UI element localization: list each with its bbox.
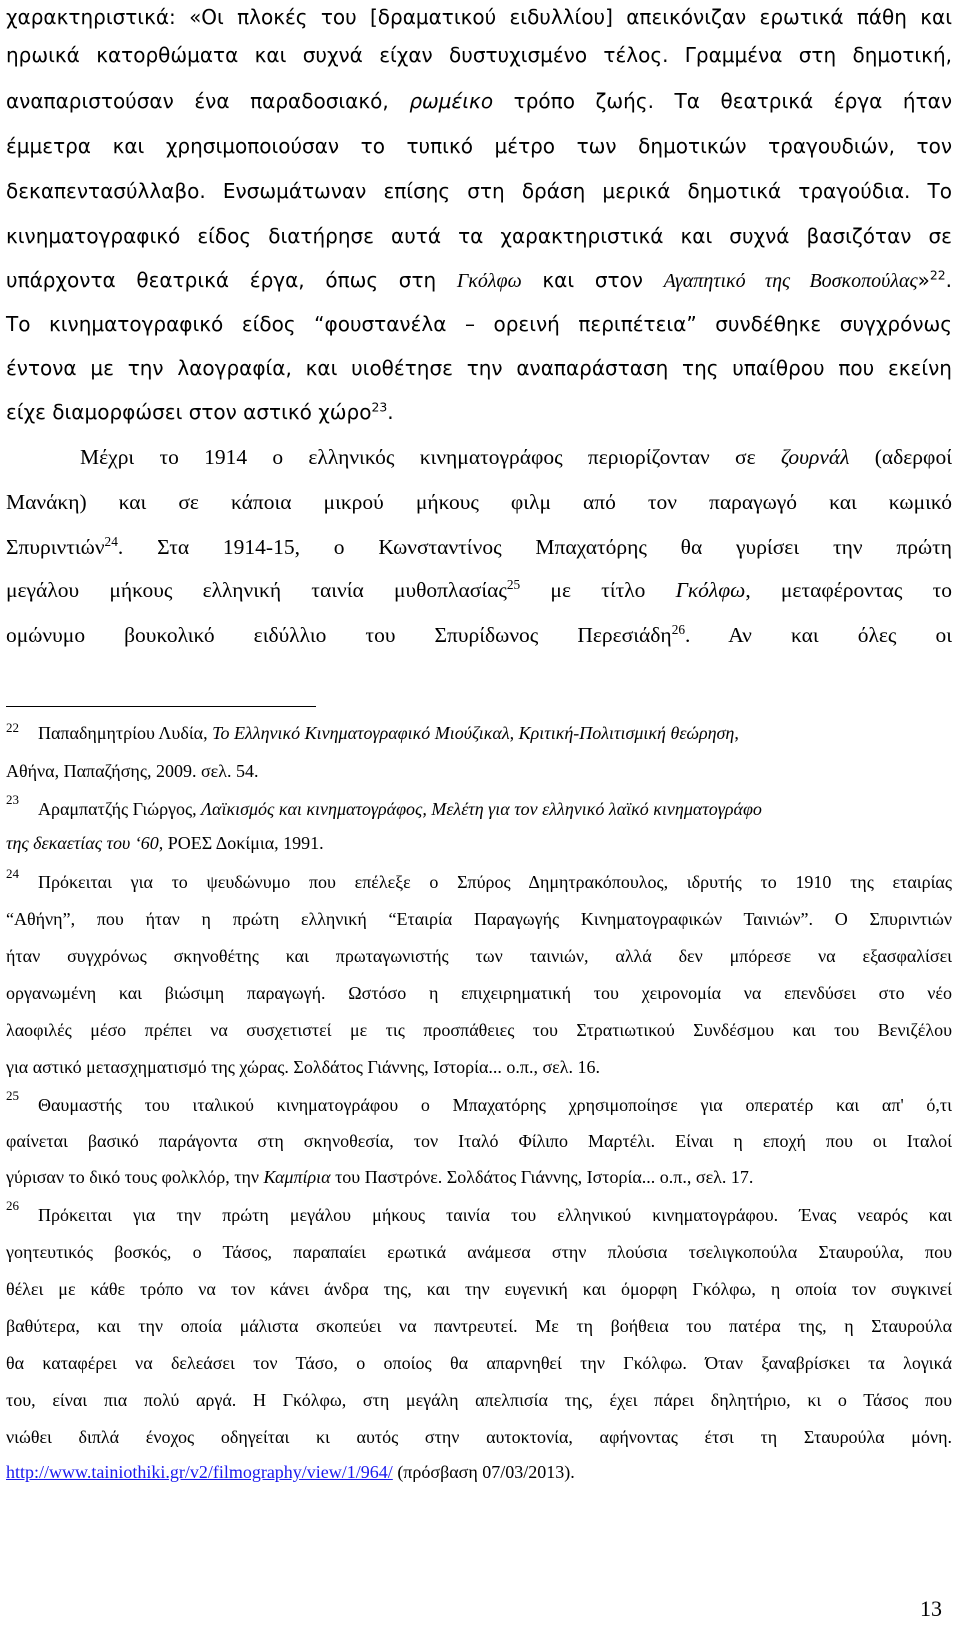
footnote-line: οργανωμένη και βιώσιμη παραγωγή. Ωστόσο η επιχειρηματική του χειρονομία να επενδύσει στο νέο bbox=[6, 983, 952, 1003]
body-line: χαρακτηριστικά: «Οι πλοκές του [δραματικού ειδυλλίου] απεικόνιζαν ερωτικά πάθη και bbox=[6, 5, 952, 29]
footnote-line: Πρόκειται για την πρώτη μεγάλου μήκους ταινία του ελληνικού κινηματογράφου. Ένας νεαρός και bbox=[38, 1205, 952, 1225]
footnote-line: του, είναι πια πολύ αργά. Η Γκόλφω, στη μεγάλη απελπισία της, έχει πάρει δηλητήριο, κι ο Τάσος που bbox=[6, 1390, 952, 1410]
footnote-line: Αθήνα, Παπαζήσης, 2009. σελ. 54. bbox=[6, 761, 259, 781]
body-line: αναπαριστούσαν ένα παραδοσιακό, ρωμέικο τρόπο ζωής. Τα θεατρικά έργα ήταν bbox=[6, 89, 952, 113]
footnote-line: Θαυμαστής του ιταλικού κινηματογράφου ο Μπαχατόρης χρησιμοποίησε για οπερατέρ και απ' ό,τι bbox=[38, 1095, 952, 1115]
footnote-line: γοητευτικός βοσκός, ο Τάσος, παραπαίει ερωτικά ανάμεσα στην πλούσια τσελιγκοπούλα Σταυρούλα, που bbox=[6, 1242, 952, 1262]
footnote-line: ήταν συγχρόνως σκηνοθέτης και πρωταγωνιστής των ταινιών, αλλά δεν μπόρεσε να εξασφαλίσει bbox=[6, 946, 952, 966]
footnote-line: βαθύτερα, και την οποία μάλιστα σκοπεύει να παντρευτεί. Με τη βοήθεια του πατέρα της, η Σταυρούλα bbox=[6, 1316, 952, 1336]
body-line: Το κινηματογραφικό είδος “φουστανέλα – ορεινή περιπέτεια” συνδέθηκε συγχρόνως bbox=[6, 312, 952, 336]
body-line: μεγάλου μήκους ελληνική ταινία μυθοπλασίας$^{25}$ με τίτλο Γκόλφω, μεταφέροντας το bbox=[6, 576, 952, 602]
body-line: κινηματογραφικό είδος διατήρησε αυτά τα χαρακτηριστικά και συχνά βασιζόταν σε bbox=[6, 224, 952, 248]
body-line: δεκαπεντασύλλαβο. Ενσωμάτωναν επίσης στη δράση μερικά δημοτικά τραγούδια. Το bbox=[6, 179, 952, 203]
footnote-number: 24 bbox=[6, 866, 19, 881]
footnote-line: Πρόκειται για το ψευδώνυμο που επέλεξε ο Σπύρος Δημητρακόπουλος, ιδρυτής το 1910 της εταιρίας bbox=[38, 872, 952, 892]
footnote-line: θα καταφέρει να δελεάσει τον Τάσο, ο οποίος θα απαρνηθεί την Γκόλφω. Όταν ξαναβρίσκει τα λογικά bbox=[6, 1353, 952, 1373]
footnote-line: φαίνεται βασικό παράγοντα στη σκηνοθεσία, τον Ιταλό Φίλιπο Μαρτέλι. Είναι η εποχή που οι Ιταλοί bbox=[6, 1131, 952, 1151]
body-line: είχε διαμορφώσει στον αστικό χώρο$^{23}$. bbox=[6, 399, 394, 424]
footnote-separator bbox=[6, 706, 316, 707]
body-line: υπάρχοντα θεατρικά έργα, όπως στη Γκόλφω και στον Αγαπητικό της Βοσκοπούλας»$^{22}$. bbox=[6, 267, 952, 292]
footnote-number: 23 bbox=[6, 792, 19, 807]
body-line: ομώνυμο βουκολικό ειδύλλιο του Σπυρίδωνος Περεσιάδη$^{26}$. Αν και όλες οι bbox=[6, 621, 952, 647]
film-link[interactable]: http://www.tainiothiki.gr/v2/filmography/view/1/964/ bbox=[6, 1462, 393, 1482]
footnote-line: της δεκαετίας του ‘60, ΡΟΕΣ Δοκίμια, 1991. bbox=[6, 833, 324, 853]
footnote-line: για αστικό μετασχηματισμό της χώρας. Σολδάτος Γιάννης, Ιστορία... ο.π., σελ. 16. bbox=[6, 1057, 600, 1077]
body-line: Σπυριντιών$^{24}$. Στα 1914-15, ο Κωνσταντίνος Μπαχατόρης θα γυρίσει την πρώτη bbox=[6, 533, 952, 559]
footnote-line: λαοφιλές μέσο πρέπει να συσχετιστεί με τις προσπάθειες του Στρατιωτικού Συνδέσμου και του Βενιζέλου bbox=[6, 1020, 952, 1040]
body-line: Μέχρι το 1914 ο ελληνικός κινηματογράφος περιορίζονταν σε ζουρνάλ (αδερφοί bbox=[80, 445, 952, 469]
page-number: 13 bbox=[920, 1596, 942, 1621]
body-line: έντονα με την λαογραφία, και υιοθέτησε την αναπαράσταση της υπαίθρου που εκείνη bbox=[6, 356, 952, 380]
footnote-line: νιώθει διπλά ένοχος οδηγείται κι αυτός στην αυτοκτονία, αφήνοντας έτσι τη Σταυρούλα μόνη. bbox=[6, 1427, 952, 1447]
footnote-line: Παπαδημητρίου Λυδία, Το Ελληνικό Κινηματογραφικό Μιούζικαλ, Κριτική-Πολιτισμική θεώρηση, bbox=[38, 723, 739, 743]
footnote-line: “Αθήνη”, που ήταν η πρώτη ελληνική “Εταιρία Παραγωγής Κινηματογραφικών Ταινιών”. Ο Σπυριντιών bbox=[6, 909, 952, 929]
body-line: έμμετρα και χρησιμοποιούσαν το τυπικό μέτρο των δημοτικών τραγουδιών, τον bbox=[6, 134, 952, 158]
footnote-number: 26 bbox=[6, 1198, 19, 1213]
footnote-line: γύρισαν το δικό τους φολκλόρ, την Καμπίρια του Παστρόνε. Σολδάτος Γιάννης, Ιστορία... ο.π., σελ. 17. bbox=[6, 1167, 754, 1187]
footnote-line: θέλει με κάθε τρόπο να τον κάνει άνδρα της, και την ευγενική και όμορφη Γκόλφω, η οποία τον συγκινεί bbox=[6, 1279, 952, 1299]
body-line: Μανάκη) και σε κάποια μικρού μήκους φιλμ από τον παραγωγό και κωμικό bbox=[6, 490, 952, 514]
footnote-line: http://www.tainiothiki.gr/v2/filmography/view/1/964/ (πρόσβαση 07/03/2013). bbox=[6, 1462, 575, 1482]
footnote-line: Αραμπατζής Γιώργος, Λαϊκισμός και κινηματογράφος, Μελέτη για τον ελληνικό λαϊκό κινηματογράφο bbox=[38, 799, 762, 819]
body-line: ηρωικά κατορθώματα και συχνά είχαν δυστυχισμένο τέλος. Γραμμένα στη δημοτική, bbox=[6, 43, 952, 67]
footnote-number: 25 bbox=[6, 1088, 19, 1103]
footnote-number: 22 bbox=[6, 720, 19, 735]
